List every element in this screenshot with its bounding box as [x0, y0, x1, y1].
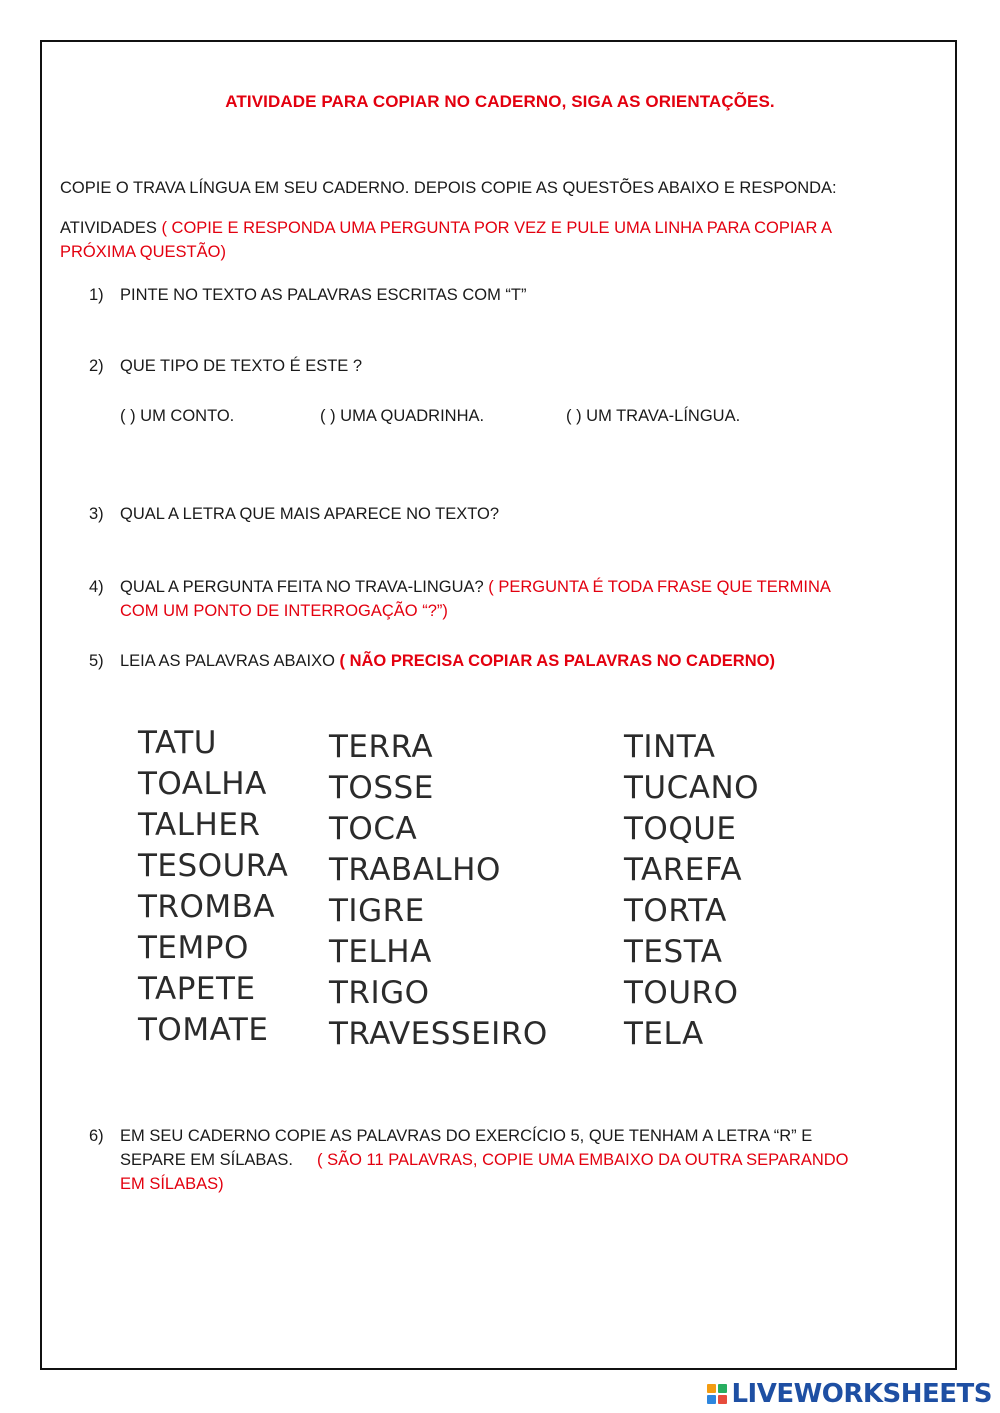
activities-note-line1: ( COPIE E RESPONDA UMA PERGUNTA POR VEZ E PULE UMA LINHA PARA COPIAR A: [156, 219, 833, 237]
word-item: TESTA: [624, 934, 723, 970]
question-6-text: [120, 1124, 950, 1196]
word-item: TESOURA: [138, 848, 289, 884]
question-6-line1: EM SEU CADERNO COPIE AS PALAVRAS DO EXERCÍCIO 5, QUE TENHAM A LETRA “R” E: [120, 1127, 813, 1145]
word-item: TOALHA: [138, 766, 267, 802]
word-item: TUCANO: [624, 770, 760, 806]
question-1-text: PINTE NO TEXTO AS PALAVRAS ESCRITAS COM “T”: [120, 286, 527, 304]
liveworksheets-brand[interactable]: [707, 1379, 992, 1409]
question-1-number: 1): [89, 286, 104, 304]
word-item: TELHA: [329, 934, 432, 970]
word-item: TROMBA: [138, 889, 276, 925]
question-4-main: QUAL A PERGUNTA FEITA NO TRAVA-LINGUA?: [120, 578, 484, 596]
word-item: TOSSE: [329, 770, 434, 806]
question-5-main: LEIA AS PALAVRAS ABAIXO: [120, 652, 340, 670]
brand-name: LIVEWORKSHEETS: [731, 1379, 992, 1409]
question-4-text: [120, 575, 950, 623]
option-conto[interactable]: ( ) UM CONTO.: [120, 407, 235, 425]
intro-instruction: COPIE O TRAVA LÍNGUA EM SEU CADERNO. DEPOIS COPIE AS QUESTÕES ABAIXO E RESPONDA:: [60, 179, 837, 197]
page-title: ATIVIDADE PARA COPIAR NO CADERNO, SIGA AS ORIENTAÇÕES.: [225, 92, 775, 111]
word-item: TELA: [624, 1016, 704, 1052]
question-3-number: 3): [89, 505, 104, 523]
question-4-number: 4): [89, 578, 104, 596]
word-item: TIGRE: [329, 893, 425, 929]
word-item: TRABALHO: [329, 852, 501, 888]
activities-note-line2: PRÓXIMA QUESTÃO): [60, 243, 226, 261]
option-trava-lingua[interactable]: ( ) UM TRAVA-LÍNGUA.: [566, 407, 741, 425]
activities-label: ATIVIDADES: [60, 219, 157, 237]
question-2-text: QUE TIPO DE TEXTO É ESTE ?: [120, 357, 363, 375]
logo-square-red: [718, 1395, 727, 1404]
question-5-number: 5): [89, 652, 104, 670]
question-5-note: ( NÃO PRECISA COPIAR AS PALAVRAS NO CADERNO): [339, 652, 775, 670]
word-item: TOCA: [329, 811, 418, 847]
word-item: TRIGO: [329, 975, 430, 1011]
question-6-note-line3: EM SÍLABAS): [120, 1175, 224, 1193]
liveworksheets-logo-icon: [707, 1384, 727, 1404]
word-item: TAREFA: [624, 852, 743, 888]
activities-heading: [60, 216, 950, 264]
word-column-2: [329, 727, 548, 1055]
question-6-number: 6): [89, 1127, 104, 1145]
word-item: TOQUE: [624, 811, 737, 847]
word-item: TORTA: [624, 893, 727, 929]
option-quadrinha[interactable]: ( ) UMA QUADRINHA.: [320, 407, 485, 425]
question-5-text: [120, 649, 950, 673]
word-item: TATU: [138, 725, 217, 761]
logo-square-blue: [707, 1395, 716, 1404]
word-item: TAPETE: [138, 971, 256, 1007]
question-6-note-line2: ( SÃO 11 PALAVRAS, COPIE UMA EMBAIXO DA OUTRA SEPARANDO: [317, 1151, 849, 1169]
word-item: TEMPO: [138, 930, 249, 966]
word-item: TOMATE: [138, 1012, 269, 1048]
word-item: TALHER: [138, 807, 261, 843]
word-column-1: [138, 723, 288, 1051]
question-4-note-line1: ( PERGUNTA É TODA FRASE QUE TERMINA: [483, 578, 831, 596]
word-item: TERRA: [329, 729, 434, 765]
word-item: TINTA: [624, 729, 716, 765]
question-6-line2: SEPARE EM SÍLABAS.: [120, 1151, 294, 1169]
logo-square-green: [718, 1384, 727, 1393]
word-item: TRAVESSEIRO: [329, 1016, 548, 1052]
question-2-number: 2): [89, 357, 104, 375]
logo-square-orange: [707, 1384, 716, 1393]
word-column-3: [624, 727, 759, 1055]
question-4-note-line2: COM UM PONTO DE INTERROGAÇÃO “?”): [120, 602, 448, 620]
question-3-text: QUAL A LETRA QUE MAIS APARECE NO TEXTO?: [120, 505, 500, 523]
word-item: TOURO: [624, 975, 739, 1011]
